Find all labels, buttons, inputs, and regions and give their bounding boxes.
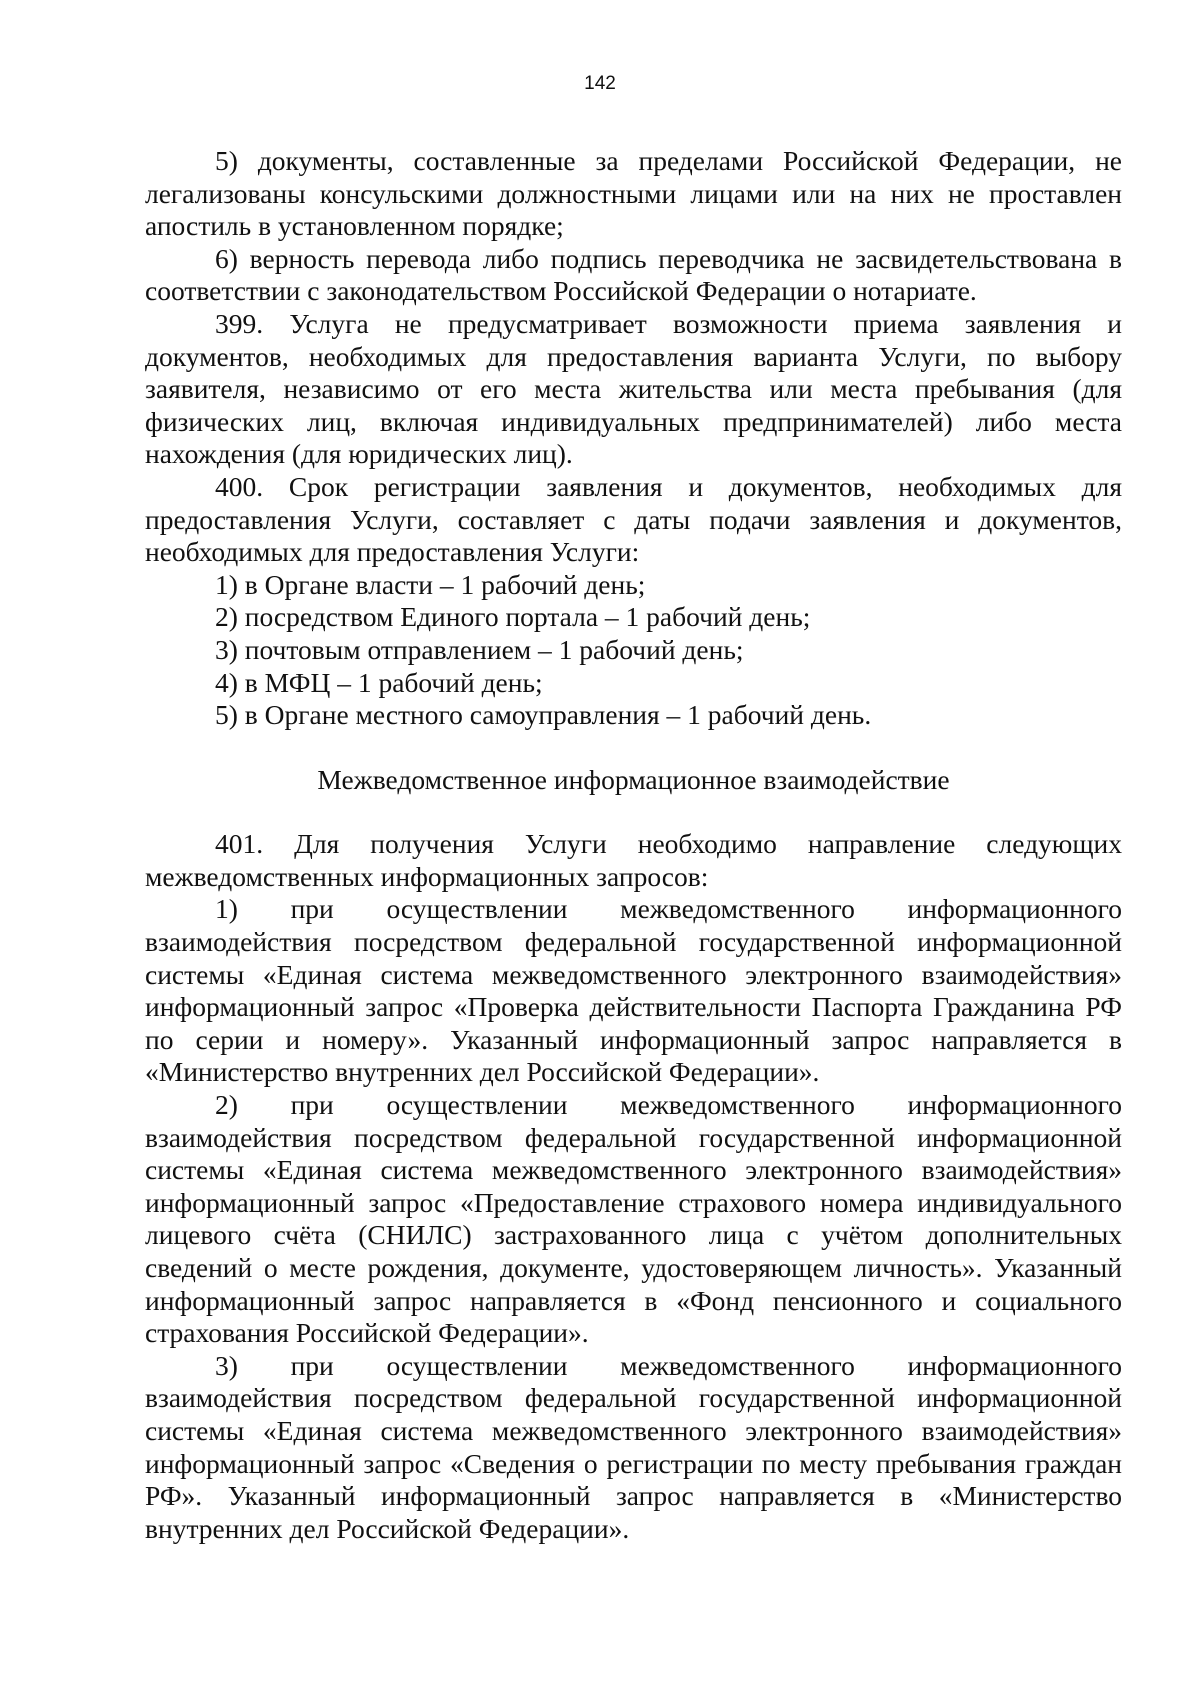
registration-item-5: 5) в Органе местного самоуправления – 1 рабочий день. [215, 699, 872, 731]
page-number: 142 [584, 73, 616, 94]
request-item-1: 1) при осуществлении межведомственного информационного взаимодействия посредством федеральной государственной информационной системы «Единая система межведомственного электронного взаимодействия» информационный запрос «Проверка действительности Паспорта Гражданина РФ по серии и номеру». Указанный информационный запрос направляется в «Министерство внутренних дел Российской Федерации». [145, 893, 1122, 1088]
request-item-2: 2) при осуществлении межведомственного информационного взаимодействия посредством федеральной государственной информационной системы «Единая система межведомственного электронного взаимодействия» информационный запрос «Предоставление страхового номера индивидуального лицевого счёта (СНИЛС) застрахованного лица с учётом дополнительных сведений о месте рождения, документе, удостоверяющем личность». Указанный информационный запрос направляется в «Фонд пенсионного и социального страхования Российской Федерации». [145, 1089, 1122, 1349]
paragraph-400: 400. Срок регистрации заявления и документов, необходимых для предоставления Услуги, составляет с даты подачи заявления и документов, необходимых для предоставления Услуги: [145, 470, 1122, 568]
paragraph-item-6-translation: 6) верность перевода либо подпись переводчика не засвидетельствована в соответствии с законодательством Российской Федерации о нотариате. [145, 242, 1122, 307]
paragraph-item-5-documents: 5) документы, составленные за пределами Российской Федерации, не легализованы консульскими должностными лицами или на них не проставлен апостиль в установленном порядке; [145, 145, 1122, 242]
request-item-3: 3) при осуществлении межведомственного информационного взаимодействия посредством федеральной государственной информационной системы «Единая система межведомственного электронного взаимодействия» информационный запрос «Сведения о регистрации по месту пребывания граждан РФ». Указанный информационный запрос направляется в «Министерство внутренних дел Российской Федерации». [145, 1349, 1122, 1544]
registration-item-2: 2) посредством Единого портала – 1 рабочий день; [215, 601, 811, 633]
registration-item-3: 3) почтовым отправлением – 1 рабочий день; [215, 633, 744, 665]
paragraph-399: 399. Услуга не предусматривает возможности приема заявления и документов, необходимых для предоставления варианта Услуги, по выбору заявителя, независимо от его места жительства или места пребывания (для физических лиц, включая индивидуальных предпринимателей) либо места нахождения (для юридических лиц). [145, 307, 1122, 470]
registration-item-1: 1) в Органе власти – 1 рабочий день; [215, 568, 646, 600]
section-heading: Межведомственное информационное взаимодействие [317, 763, 950, 795]
document-body [145, 145, 1122, 1545]
paragraph-401: 401. Для получения Услуги необходимо направление следующих межведомственных информационных запросов: [145, 828, 1122, 892]
registration-item-4: 4) в МФЦ – 1 рабочий день; [215, 666, 543, 698]
